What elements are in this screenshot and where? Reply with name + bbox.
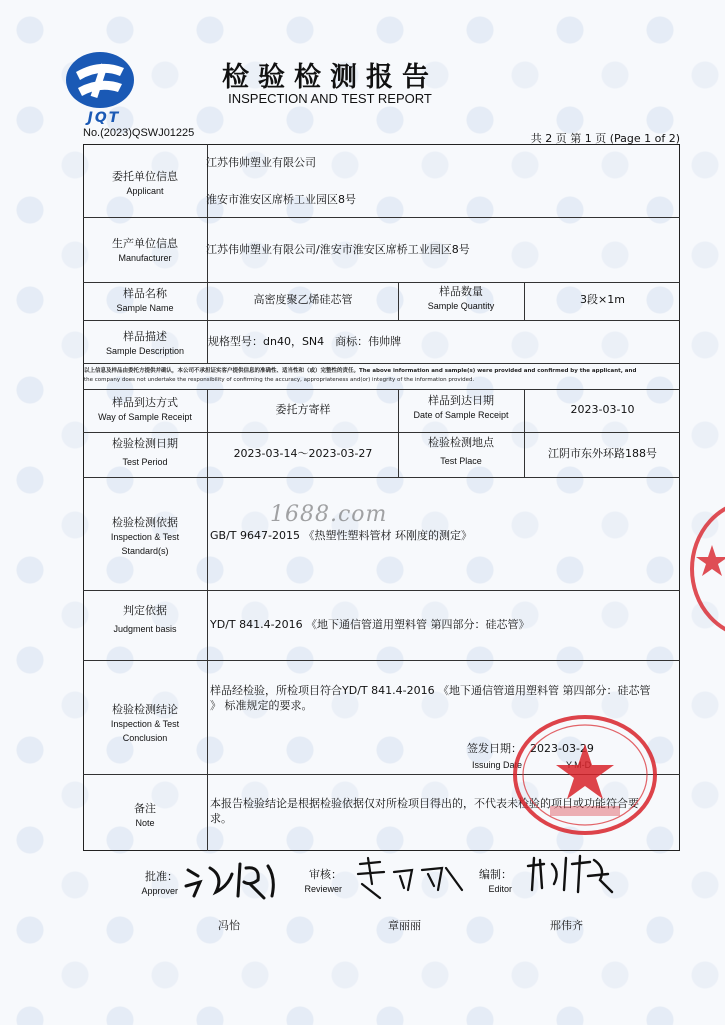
disclaimer-line-1: 以上信息及样品由委托方提供并确认，本公司不承担证实客户提供信息的准确性、适当性和（或）完整性的责任。The above information and sample(s) were provided and confirmed by the applicant, and: [84, 368, 637, 374]
row-divider: [83, 660, 680, 661]
row-divider: [83, 477, 680, 478]
applicant-label: 委托单位信息 Applicant: [112, 170, 178, 196]
reviewer-signature-icon: [350, 854, 470, 906]
watermark-text: 1688.com: [270, 502, 388, 527]
test-place-value: 江阴市东外环路188号: [548, 447, 657, 460]
note-label: 备注 Note: [134, 802, 156, 828]
row-divider: [83, 320, 680, 321]
reviewer-name: 章丽丽: [388, 919, 421, 932]
manufacturer-label: 生产单位信息 Manufacturer: [112, 237, 178, 263]
report-title-cn: 检验检测报告: [222, 62, 438, 93]
issuing-date-label-en: Issuing Date: [472, 760, 523, 770]
editor-signature-icon: [520, 850, 620, 902]
issuing-date-value: 2023-03-29: [530, 742, 594, 755]
sample-name-label: 样品名称 Sample Name: [116, 287, 174, 313]
logo-text: JQT: [87, 110, 121, 126]
row-divider: [83, 217, 680, 218]
editor-label: 编制： Editor: [479, 868, 512, 894]
partial-seal-icon: [684, 497, 725, 642]
test-period-value: 2023-03-14～2023-03-27: [233, 447, 373, 460]
report-number: No.(2023)QSWJ01225: [83, 127, 195, 139]
row-divider: [83, 363, 680, 364]
reviewer-label: 审核： Reviewer: [304, 868, 342, 894]
page-indicator: 共 2 页 第 1 页 (Page 1 of 2): [530, 132, 680, 145]
applicant-address: 淮安市淮安区席桥工业园区8号: [206, 193, 356, 206]
approver-label: 批准： Approver: [141, 870, 178, 896]
test-period-label: 检验检测日期 Test Period: [112, 437, 178, 467]
receipt-way-value: 委托方寄样: [275, 403, 331, 416]
standards-value: GB/T 9647-2015 《热塑性塑料管材 环刚度的测定》: [210, 529, 472, 542]
row-divider: [83, 432, 680, 433]
judgment-value: YD/T 841.4-2016 《地下通信管道用塑料管 第四部分：硅芯管》: [210, 618, 530, 631]
report-title-en: INSPECTION AND TEST REPORT: [228, 91, 432, 106]
row-divider: [83, 282, 680, 283]
disclaimer-line-2: the company does not undertake the responsibility of confirming the accuracy, appropriateness and(or) integrity of the information provided.: [84, 377, 475, 383]
row-divider: [83, 389, 680, 390]
manufacturer-value: 江苏伟帅塑业有限公司/淮安市淮安区席桥工业园区8号: [206, 243, 470, 256]
sample-description-value: 规格型号：dn40，SN4 商标：伟帅牌: [208, 335, 402, 348]
approver-signature-icon: [180, 856, 290, 904]
conclusion-line-2: 》 标准规定的要求。: [210, 699, 313, 712]
issuing-date-label: 签发日期：: [467, 742, 522, 755]
standards-label: 检验检测依据 Inspection & Test Standard(s): [110, 516, 180, 556]
conclusion-label: 检验检测结论 Inspection & Test Conclusion: [110, 703, 180, 743]
inspection-seal-icon: [510, 710, 660, 840]
applicant-name: 江苏伟帅塑业有限公司: [206, 156, 316, 169]
editor-name: 邢伟齐: [550, 919, 583, 932]
note-line-1: 本报告检验结论是根据检验依据仅对所检项目得出的，不代表未检验的项目或功能符合要: [210, 797, 639, 810]
sample-quantity-value: 3段×1m: [580, 293, 625, 306]
sample-name-value: 高密度聚乙烯硅芯管: [253, 293, 353, 306]
receipt-way-label: 样品到达方式 Way of Sample Receipt: [98, 396, 192, 422]
sample-description-label: 样品描述 Sample Description: [105, 330, 185, 356]
judgment-label: 判定依据 Judgment basis: [113, 604, 177, 634]
test-place-label: 检验检测地点 Test Place: [428, 436, 494, 466]
receipt-date-label: 样品到达日期 Date of Sample Receipt: [413, 394, 509, 420]
conclusion-line-1: 样品经检验，所检项目符合YD/T 841.4-2016 《地下通信管道用塑料管 第四部分：硅芯管: [210, 684, 651, 697]
sample-quantity-label: 样品数量 Sample Quantity: [427, 285, 495, 311]
row-divider: [83, 590, 680, 591]
approver-name: 冯怡: [218, 919, 240, 932]
receipt-date-value: 2023-03-10: [570, 403, 635, 416]
note-line-2: 求。: [210, 812, 232, 825]
